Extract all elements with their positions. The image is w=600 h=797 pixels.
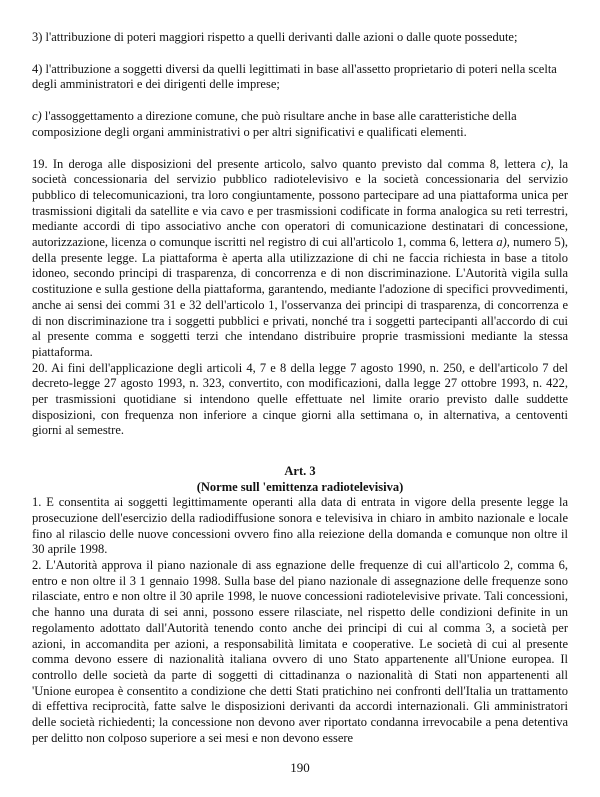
article-title: Art. 3 [284, 464, 316, 479]
list-item-c [32, 109, 568, 140]
letter-ref-a: a) [496, 235, 507, 250]
paragraph-19 [32, 157, 568, 361]
item-text: l'assoggettamento a direzione comune, che può risultare anche in base alle caratteristiche della composizione degli organi amministrativi o per altri significativi e qualificati elementi. [32, 109, 517, 139]
item-letter: c) [32, 109, 42, 124]
article-subtitle: (Norme sull 'emittenza radiotelevisiva) [196, 480, 404, 495]
paragraph-19-part-c: , numero 5), della presente legge. La piattaforma è aperta alla utilizzazione di chi ne faccia richiesta in base a titolo idoneo, secondo principi di trasparenza, di concorrenza e di non discriminazione. L'Autorità vigila sulla costituzione e sulla gestione della piattaforma, garantendo, mediante l'adozione di specifici provvedimenti, anche ai sensi dei commi 31 e 32 dell'articolo 1, l'osservanza dei principi di trasparenza, di concorrenza e di non discriminazione tra i soggetti pubblici e privati, nonché tra i soggetti partecipanti all'accordo di cui al presente comma e soggetti terzi che intendano distribuire proprie trasmissioni mediante la stessa piattaforma. [32, 235, 568, 359]
article-3-paragraph-1: 1. E consentita ai soggetti legittimamente operanti alla data di entrata in vigore della presente legge la prosecuzione dell'esercizio della radiodiffusione sonora e televisiva in chiaro in ambito nazionale e locale fino al rilascio delle nuove concessioni ovvero fino alla reiezione della domanda e comunque non oltre il 30 aprile 1998. [32, 495, 568, 557]
paragraph-20: 20. Ai fini dell'applicazione degli articoli 4, 7 e 8 della legge 7 agosto 1990, n. 250, e dell'articolo 7 del decreto-legge 27 agosto 1993, n. 323, convertito, con modificazioni, dalla legge 27 ottobre 1993, n. 422, per trasmissioni quotidiane si intendono quelle effettuate nel limite orario previsto dalle suddette disposizioni, con frequenza non inferiore a cinque giorni alla settimana o, in alternativa, a centoventi giorni al semestre. [32, 360, 568, 438]
list-item-4: 4) l'attribuzione a soggetti diversi da quelli legittimati in base all'assetto proprietario di poteri nella scelta degli amministratori e dei dirigenti delle imprese; [32, 61, 557, 92]
paragraph-19-part-b: , la società concessionaria del servizio pubblico radiotelevisivo e la società concessionaria del servizio pubblico di telecomunicazioni, tra loro congiuntamente, possono partecipare ad una piattaforma unica per trasmissioni digitali da satellite e via cavo e per trasmissioni codificate in forma analogica su reti terrestri, mediante accordi di tipo associativo anche con operatori di comunicazione destinatari di concessione, autorizzazione, licenza o comunque iscritti nel registro di cui all'articolo 1, comma 6, lettera [32, 156, 568, 250]
article-3-paragraph-2: 2. L'Autorità approva il piano nazionale di ass egnazione delle frequenze di cui all'articolo 2, comma 6, entro e non oltre il 3 1 gennaio 1998. Sulla base del piano nazionale di assegnazione delle frequenze sono rilasciate, entro e non oltre il 30 aprile 1998, le nuove concessioni radiotelevisive private. Tali concessioni, che hanno una durata di sei anni, possono essere rilasciate, nel rispetto delle condizioni definite in un regolamento adottato dall'Autorità tenendo conto anche dei principi di cui al comma 3, a società per azioni, in accomandita per azioni, a responsabilità limitata e cooperative. Le società di cui al presente comma devono essere di nazionalità italiana ovvero di uno Stato appartenente all'Unione europea. Il controllo delle società da parte di soggetti di cittadinanza o nazionalità di Stati non appartenenti all 'Unione europea è consentito a condizione che detti Stati pratichino nei confronti dell'Italia un trattamento di effettiva reciprocità, fatte salve le disposizioni derivanti da accordi internazionali. Gli amministratori delle società richiedenti; la concessione non devono aver riportato condanna irrevocabile a pena detentiva per delitto non colposo superiore a sei mesi e non devono essere [32, 557, 568, 745]
page-number: 190 [290, 760, 310, 775]
paragraph-19-part-a: 19. In deroga alle disposizioni del presente articolo, salvo quanto previsto dal comma 8, lettera [32, 156, 541, 171]
letter-ref-c: c) [540, 156, 551, 171]
list-item-3: 3) l'attribuzione di poteri maggiori rispetto a quelli derivanti dalle azioni o dalle quote possedute; [32, 30, 518, 44]
